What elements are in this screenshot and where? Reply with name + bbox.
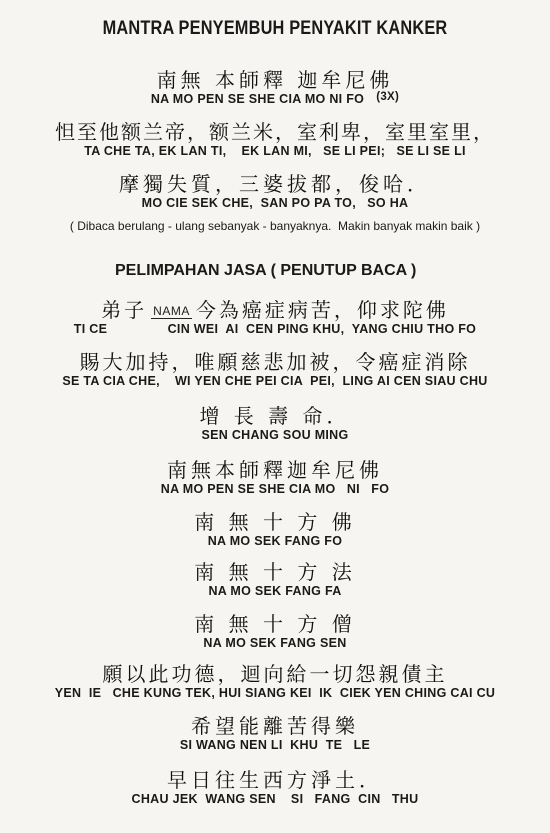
section-subtitle: PELIMPAHAN JASA ( PENUTUP BACA ) (115, 262, 417, 279)
mantra-line-1-chinese: 南無 本師釋 迦牟尼佛 (156, 68, 394, 92)
dedication-line-10-chinese: 早日往生西方淨土． (167, 768, 383, 792)
repeat-count: (3X) (376, 91, 400, 103)
dedication-line-7-chinese: 南 無 十 方 僧 (194, 612, 356, 636)
dedication-line-5-chinese: 南 無 十 方 佛 (194, 510, 356, 534)
dedication-line-10-romanization: CHAU JEK WANG SEN SI FANG CIN THU (131, 792, 419, 806)
mantra-line-1-romanization-text: NA MO PEN SE SHE CIA MO NI FO (150, 92, 365, 106)
dedication-line-5-romanization: NA MO SEK FANG FO (207, 534, 343, 548)
mantra-line-2-romanization: TA CHE TA, EK LAN TI, EK LAN MI, SE LI PEI; SE LI SE LI (84, 144, 466, 158)
dedication-line-1-romanization: TI CE CIN WEI AI CEN PING KHU, YANG CHIU THO FO (73, 322, 477, 336)
dedication-line-3-chinese: 增 長 壽 命． (199, 404, 351, 428)
dedication-line-6-romanization: NA MO SEK FANG FA (208, 584, 342, 598)
dedication-line-4-chinese: 南無本師釋迦牟尼佛 (167, 458, 383, 482)
name-placeholder: NAMA (153, 304, 190, 318)
dedication-line-2-chinese: 賜大加持，唯願慈悲加被，令癌症消除 (79, 350, 471, 374)
reading-note: ( Dibaca berulang - ulang sebanyak - banyaknya. Makin banyak makin baik ) (69, 219, 481, 233)
dedication-line-1-prefix: 弟子 (101, 298, 148, 322)
mantra-line-3-chinese: 摩獨失質，三婆拔都，俊哈． (119, 172, 431, 196)
dedication-line-6-chinese: 南 無 十 方 法 (194, 560, 356, 584)
dedication-line-9-chinese: 希望能離苦得樂 (191, 714, 359, 738)
dedication-line-4-romanization: NA MO PEN SE SHE CIA MO NI FO (160, 482, 390, 496)
dedication-line-7-romanization: NA MO SEK FANG SEN (203, 636, 347, 650)
dedication-line-2-romanization: SE TA CIA CHE, WI YEN CHE PEI CIA PEI, LING AI CEN SIAU CHU (62, 374, 488, 388)
page-title: MANTRA PENYEMBUH PENYAKIT KANKER (102, 18, 448, 39)
dedication-line-9-romanization: SI WANG NEN LI KHU TE LE (179, 738, 371, 752)
dedication-line-1-suffix: 今為癌症病苦，仰求陀佛 (195, 298, 449, 322)
mantra-line-3-romanization: MO CIE SEK CHE, SAN PO PA TO, SO HA (141, 196, 409, 210)
mantra-line-1-romanization (0, 92, 550, 106)
dedication-line-3-romanization: SEN CHANG SOU MING (201, 428, 349, 442)
mantra-line-2-chinese: 怛至他额兰帝，额兰米，室利卑，室里室里， (55, 120, 495, 144)
dedication-line-8-chinese: 願以此功德，迴向給一切怨親債主 (102, 662, 448, 686)
dedication-line-8-romanization: YEN IE CHE KUNG TEK, HUI SIANG KEI IK CIEK YEN CHING CAI CU (54, 686, 496, 700)
dedication-line-1-chinese (0, 294, 550, 323)
